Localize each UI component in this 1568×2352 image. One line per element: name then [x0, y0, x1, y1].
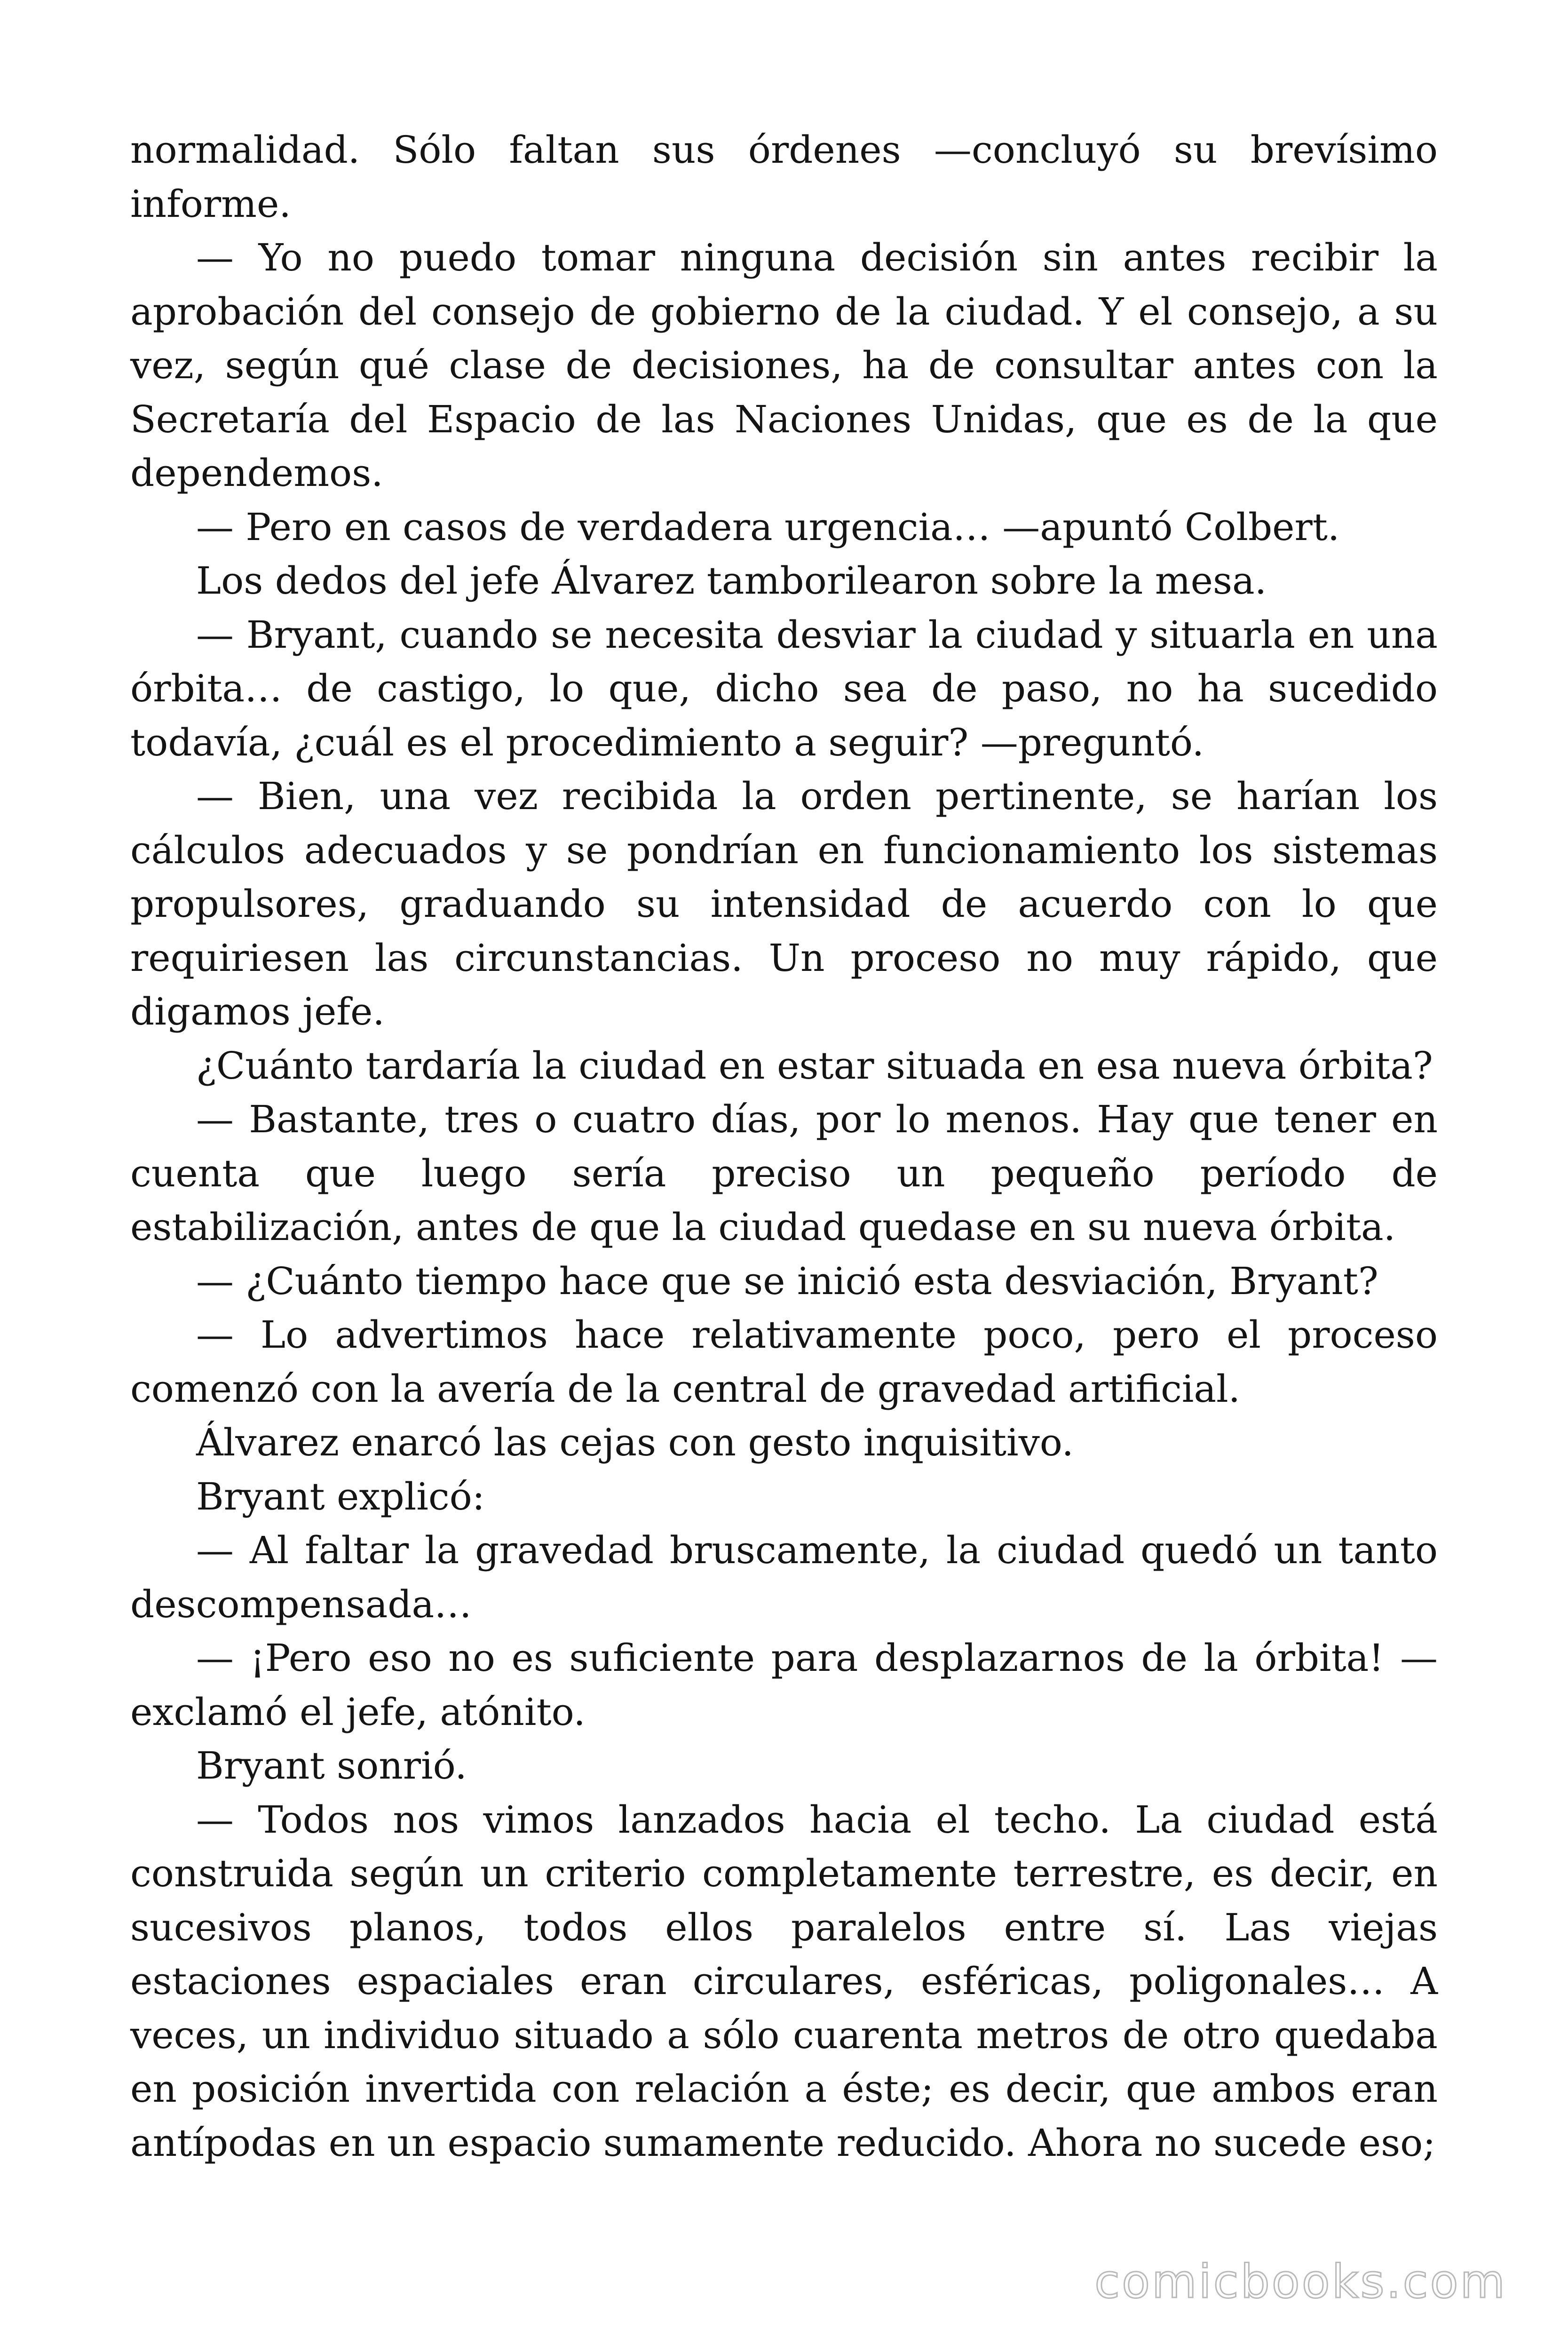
- paragraph-14: — ¡Pero eso no es suficiente para desplazarnos de la órbita! —exclamó el jefe, atónito.: [130, 1636, 1438, 1734]
- watermark: comicbooks.com: [1094, 2255, 1507, 2309]
- paragraph-13: — Al faltar la gravedad bruscamente, la ciudad quedó un tanto descompensada…: [130, 1528, 1438, 1626]
- paragraph-16: — Todos nos vimos lanzados hacia el techo. La ciudad está construida según un criterio completamente terrestre, es decir, en sucesivos planos, todos ellos paralelos entre sí. Las viejas estaciones espaciales eran circulares, esféricas, poligonales… A veces, un individuo situado a sólo cuarenta metros de otro quedaba en posición invertida con relación a éste; es decir, que ambos eran antípodas en un espacio sumamente reducido. Ahora no sucede eso;: [130, 1797, 1438, 2165]
- paragraph-8: — Bastante, tres o cuatro días, por lo menos. Hay que tener en cuenta que luego sería preciso un pequeño período de estabilización, antes de que la ciudad quedase en su nueva órbita.: [130, 1097, 1438, 1249]
- paragraph-4: Los dedos del jefe Álvarez tamborilearon sobre la mesa.: [196, 559, 1267, 603]
- paragraph-15: Bryant sonrió.: [196, 1744, 467, 1788]
- paragraph-12: Bryant explicó:: [196, 1474, 485, 1518]
- paragraph-5: — Bryant, cuando se necesita desviar la ciudad y situarla en una órbita… de castigo, lo que, dicho sea de paso, no ha sucedido todavía, ¿cuál es el procedimiento a seguir? —preguntó.: [130, 612, 1438, 764]
- page-text: [130, 123, 1438, 2170]
- paragraph-7: ¿Cuánto tardaría la ciudad en estar situada en esa nueva órbita?: [196, 1043, 1433, 1088]
- paragraph-3: — Pero en casos de verdadera urgencia… —apuntó Colbert.: [196, 505, 1340, 549]
- paragraph-9: — ¿Cuánto tiempo hace que se inició esta desviación, Bryant?: [196, 1259, 1378, 1303]
- paragraph-10: — Lo advertimos hace relativamente poco, pero el proceso comenzó con la avería de la central de gravedad artificial.: [130, 1313, 1438, 1411]
- paragraph-6: — Bien, una vez recibida la orden pertinente, se harían los cálculos adecuados y se pondrían en funcionamiento los sistemas propulsores, graduando su intensidad de acuerdo con lo que requiriesen las circunstancias. Un proceso no muy rápido, que digamos jefe.: [130, 774, 1438, 1033]
- paragraph-2: — Yo no puedo tomar ninguna decisión sin antes recibir la aprobación del consejo de gobierno de la ciudad. Y el consejo, a su vez, según qué clase de decisiones, ha de consultar antes con la Secretaría del Espacio de las Naciones Unidas, que es de la que dependemos.: [130, 236, 1438, 495]
- paragraph-1-continuation: normalidad. Sólo faltan sus órdenes —concluyó su brevísimo informe.: [130, 128, 1438, 226]
- paragraph-11: Álvarez enarcó las cejas con gesto inquisitivo.: [196, 1421, 1074, 1464]
